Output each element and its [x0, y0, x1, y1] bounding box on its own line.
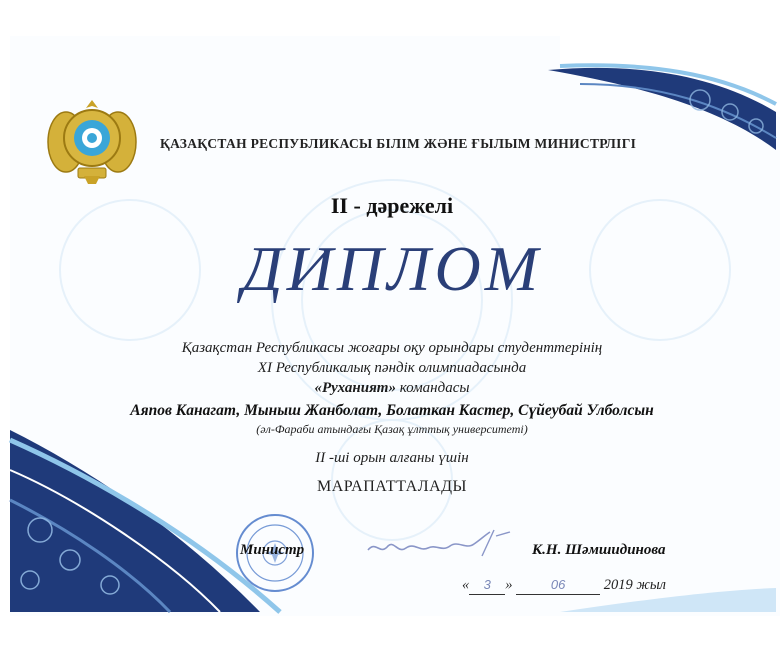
body-line-2: XI Республикалық пәндік олимпиадасында — [257, 360, 527, 376]
kazakhstan-emblem-icon — [42, 92, 142, 188]
date-day: 3 — [483, 577, 491, 592]
body-line-1: Қазақстан Республикасы жоғары оқу орындары студенттерінің — [181, 340, 603, 356]
place-text: II -ші орын алғаны үшін — [315, 450, 469, 466]
recipient-names: Аяпов Канагат, Мыныш Жанболат, Болаткан Кастер, Сүйеубай Улболсын — [130, 402, 654, 419]
degree-heading: II - дәрежелі — [330, 193, 454, 218]
handwritten-signature — [362, 526, 512, 566]
date-month: 06 — [550, 577, 566, 592]
diploma-title: ДИПЛОМ — [241, 233, 543, 304]
minister-label: Министр — [240, 542, 305, 558]
ministry-title: ҚАЗАҚСТАН РЕСПУБЛИКАСЫ БІЛІМ ЖӘНЕ ҒЫЛЫМ МИНИСТРЛІГІ — [160, 136, 637, 151]
issue-date — [462, 577, 666, 595]
awarded-text: МАРАПАТТАЛАДЫ — [317, 478, 467, 495]
date-year: 2019 жыл — [603, 577, 667, 593]
team-suffix: командасы — [395, 380, 470, 396]
date-open-quote: « — [462, 577, 470, 593]
body-line-3 — [0, 380, 784, 397]
date-close-quote: » — [505, 577, 513, 593]
signer-name: К.Н. Шәмшидинова — [532, 542, 666, 558]
team-name: «Руханият» — [314, 380, 396, 396]
university-name: (әл-Фараби атындағы Қазақ ұлттық университеті) — [256, 422, 528, 436]
